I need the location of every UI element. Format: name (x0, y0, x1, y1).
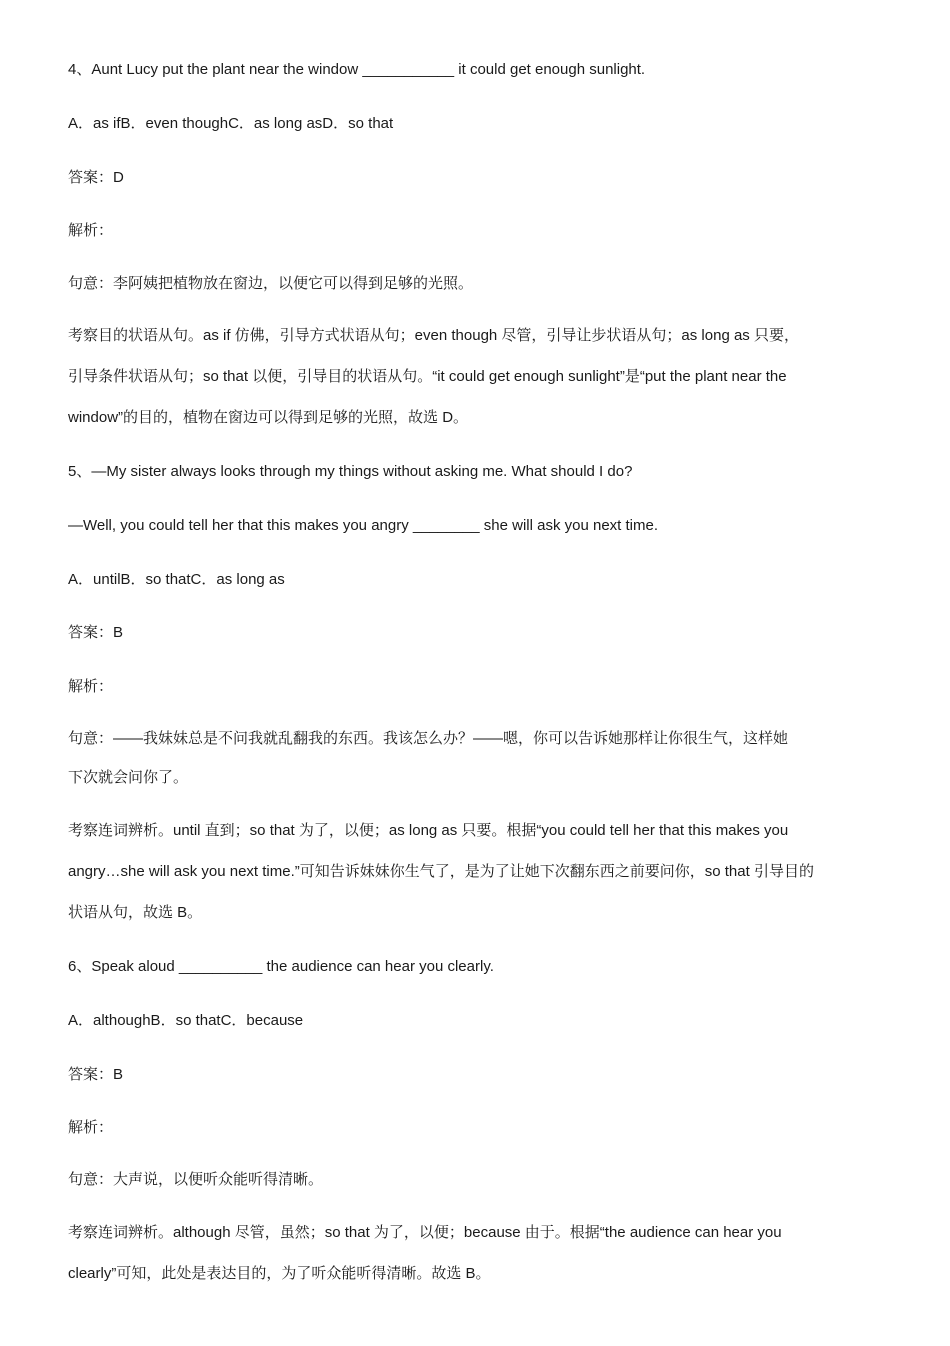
q5-answer: 答案：B (68, 624, 124, 641)
q4-answer: 答案：D (68, 169, 124, 186)
q5-meaning-line-2: 下次就会问你了。 (68, 769, 189, 786)
q6-question: 6、Speak aloud __________ the audience can hear you clearly. (68, 958, 494, 975)
q5-meaning-line-1: 句意：——我妹妹总是不问我就乱翻我的东西。我该怎么办？——嗯，你可以告诉她那样让你很生气，这样她 (68, 730, 789, 747)
q6-meaning: 句意：大声说，以便听众能听得清晰。 (68, 1171, 324, 1188)
q4-explain-line-2: 引导条件状语从句；so that 以便，引导目的状语从句。“it could get enough sunlight”是“put the plant near the (68, 368, 787, 385)
q5-question: 5、—My sister always looks through my things without asking me. What should I do? (68, 463, 633, 480)
q4-explain-line-3: window”的目的，植物在窗边可以得到足够的光照，故选 D。 (68, 409, 469, 426)
q4-meaning: 句意：李阿姨把植物放在窗边，以便它可以得到足够的光照。 (68, 275, 474, 292)
q5-explain-line-2: angry…she will ask you next time.”可知告诉妹妹你生气了，是为了让她下次翻东西之前要问你，so that 引导目的 (68, 863, 814, 880)
q4-options: A．as ifB．even thoughC．as long asD．so that (68, 115, 394, 132)
q6-analysis-label: 解析： (68, 1119, 114, 1136)
q5-explain-line-3: 状语从句，故选 B。 (68, 904, 203, 921)
q5-explain-line-1: 考察连词辨析。until 直到；so that 为了，以便；as long as 只要。根据“you could tell her that this makes you (68, 822, 789, 839)
q6-explain-line-1: 考察连词辨析。although 尽管，虽然；so that 为了，以便；because 由于。根据“the audience can hear you (68, 1224, 782, 1241)
q6-explain-line-2: clearly”可知，此处是表达目的，为了听众能听得清晰。故选 B。 (68, 1265, 491, 1282)
q4-question: 4、Aunt Lucy put the plant near the window ___________ it could get enough sunlight. (68, 61, 646, 78)
q5-question-reply: —Well, you could tell her that this makes you angry ________ she will ask you next time. (68, 517, 659, 534)
q4-analysis-label: 解析： (68, 222, 114, 239)
q4-explain-line-1: 考察目的状语从句。as if 仿佛，引导方式状语从句；even though 尽管，引导让步状语从句；as long as 只要， (68, 327, 799, 344)
q6-options: A．althoughB．so thatC．because (68, 1012, 304, 1029)
q5-options: A．untilB．so thatC．as long as (68, 571, 285, 588)
q5-analysis-label: 解析： (68, 678, 114, 695)
q6-answer: 答案：B (68, 1066, 124, 1083)
